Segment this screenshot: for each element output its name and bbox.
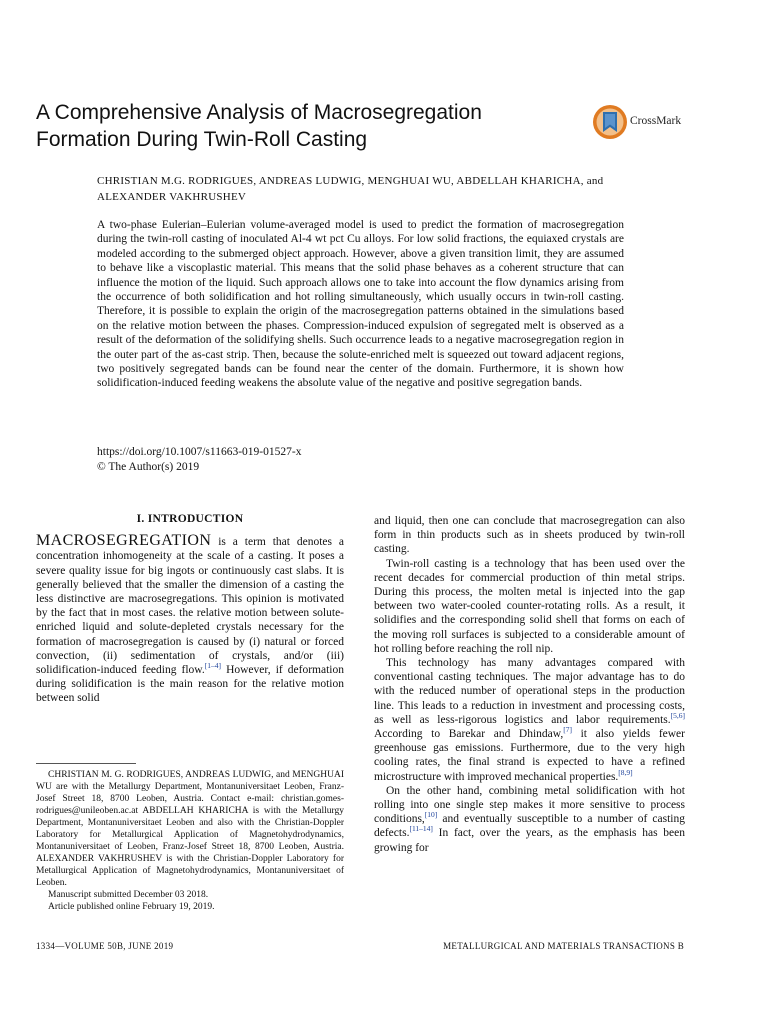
crossmark-label: CrossMark [630,115,682,127]
doi-block [97,445,497,474]
page-footer-volume: 1334—VOLUME 50B, JUNE 2019 [36,941,174,951]
intro-paragraph-3: This technology has many advantages compared with conventional casting techniques. The major advantage has to do with the reduced number of operational steps in the production line. This leads to a reduction in investment and processing costs, as well as less-rigorous logistics and labor requirements.[5,6] According to Barekar and Dhindaw,[7] it also yields fewer greenhouse gas emissions. Furthermore, due to the very high cooling rates, the final strand is expected to have a refined microstructure with improved mechanical properties.[8,9] [374,657,685,783]
abstract: A two-phase Eulerian–Eulerian volume-averaged model is used to predict the formation of macrosegregation during the twin-roll casting of inoculated Al-4 wt pct Cu alloys. For low solid fractions, the equiaxed crystals are modeled according to the submerged object approach. However, above a given transition limit, they are assumed to behave like a viscoplastic material. This means that the solid phase behaves as a coherent structure that can influence the motion of the liquid. Such approach allows one to take into account the flow dynamics arising from the occurrence of both solidification and hot rolling simultaneously, which usually occurs in twin-roll casting. Therefore, it is possible to explain the origin of the macrosegregation patterns obtained in the simulations based on the relative motion between the phases. Compression-induced expulsion of segregated melt is observed as a result of the deformation of the solidifying shells. Such occurrence leads to a negative macrosegregation region in the outer part of the as-cast strip. Then, because the solute-enriched melt is squeezed out toward adjacent regions, two positively segregated bands can be found near the center of the domain. Furthermore, it is shown how solidification-induced feeding weakens the absolute value of the negative and positive segregation bands. [97,219,624,390]
intro-paragraph-1-continued: and liquid, then one can conclude that macrosegregation can also form in thin products such as in sheets produced by twin-roll casting. [374,515,685,556]
reference-link[interactable]: [11–14] [409,824,433,834]
reference-link[interactable]: [1–4] [204,661,221,671]
intro-paragraph-1: MACROSEGREGATION is a term that denotes a concentration inhomogeneity at the scale of a casting. It poses a severe quality issue for big ingots or continuously cast slabs. It is generally believed that the smaller the dimension of a casting the less distinctive are macrosegregations. This opinion is motivated by the fact that in most cases. the relative motion between solute-enriched liquid and solute-depleted crystals necessary for the formation of macrosegregation is caused by (i) natural or forced convection, (ii) sedimentation of crystals, and/or (iii) solidification-induced feeding flow.[1–4] However, if deformation during solidification is the main reason for the relative motion between solid [36,532,344,705]
reference-link[interactable]: [10] [424,810,438,820]
page-footer-journal: METALLURGICAL AND MATERIALS TRANSACTIONS B [443,941,684,951]
article-published: Article published online February 19, 2019. [48,902,215,912]
copyright-notice: © The Author(s) 2019 [97,460,200,473]
intro-paragraph-2: Twin-roll casting is a technology that has been used over the recent decades for commercial production of thin metal strips. During this process, the molten metal is injected into the gap between two water-cooled counter-rotating rolls. As a result, it solidifies and the corresponding solid shell that forms on each of the moving roll surfaces is subjected to a considerable amount of hot rolling before reaching the roll nip. [374,557,685,655]
doi-link[interactable]: https://doi.org/10.1007/s11663-019-01527-x [97,446,302,458]
manuscript-submitted: Manuscript submitted December 03 2018. [48,890,209,900]
author-list: CHRISTIAN M.G. RODRIGUES, ANDREAS LUDWIG, MENGHUAI WU, ABDELLAH KHARICHA, and ALEXANDER VAKHRUSHEV [97,175,604,203]
article-title: A Comprehensive Analysis of Macrosegregation Formation During Twin-Roll Casting [36,101,482,151]
section-heading-introduction: I. INTRODUCTION [136,513,244,525]
dropcap-word: MACROSEGREGATION [36,532,212,550]
footnotes [36,769,344,913]
right-column [374,514,685,855]
left-column [36,512,344,706]
reference-link[interactable]: [5,6] [670,710,685,720]
footnote-divider [36,763,136,764]
crossmark-icon [592,104,628,140]
reference-link[interactable]: [7] [563,725,572,735]
crossmark-badge[interactable] [592,104,702,142]
author-affiliations: CHRISTIAN M. G. RODRIGUES, ANDREAS LUDWIG, and MENGHUAI WU are with the Metallurgy Department, Montanuniversitaet Leoben, Franz-Josef Street 18, 8700 Leoben, Austria. Contact e-mail: christian.gomes-rodrigues@unileoben.ac.at ABDELLAH KHARICHA is with the Metallurgy Department, Montanuniversitaet Leoben and also with the Christian-Doppler Laboratory for Metallurgical Application of Magnetohydrodynamics, Montanuniversitaet of Leoben, Franz-Josef Street 18, 8700 Leoben, Austria. ALEXANDER VAKHRUSHEV is with the Christian-Doppler Laboratory for Metallurgical Application of Magnetohydrodynamics, Montanuniversitaet of Leoben. [36,770,344,888]
intro-paragraph-4: On the other hand, combining metal solidification with hot rolling into one single step makes it more sensitive to process conditions,[10] and eventually susceptible to a number of casting defects.[11–14] In fact, over the years, as the emphasis has been growing for [374,784,685,854]
reference-link[interactable]: [8,9] [618,767,633,777]
